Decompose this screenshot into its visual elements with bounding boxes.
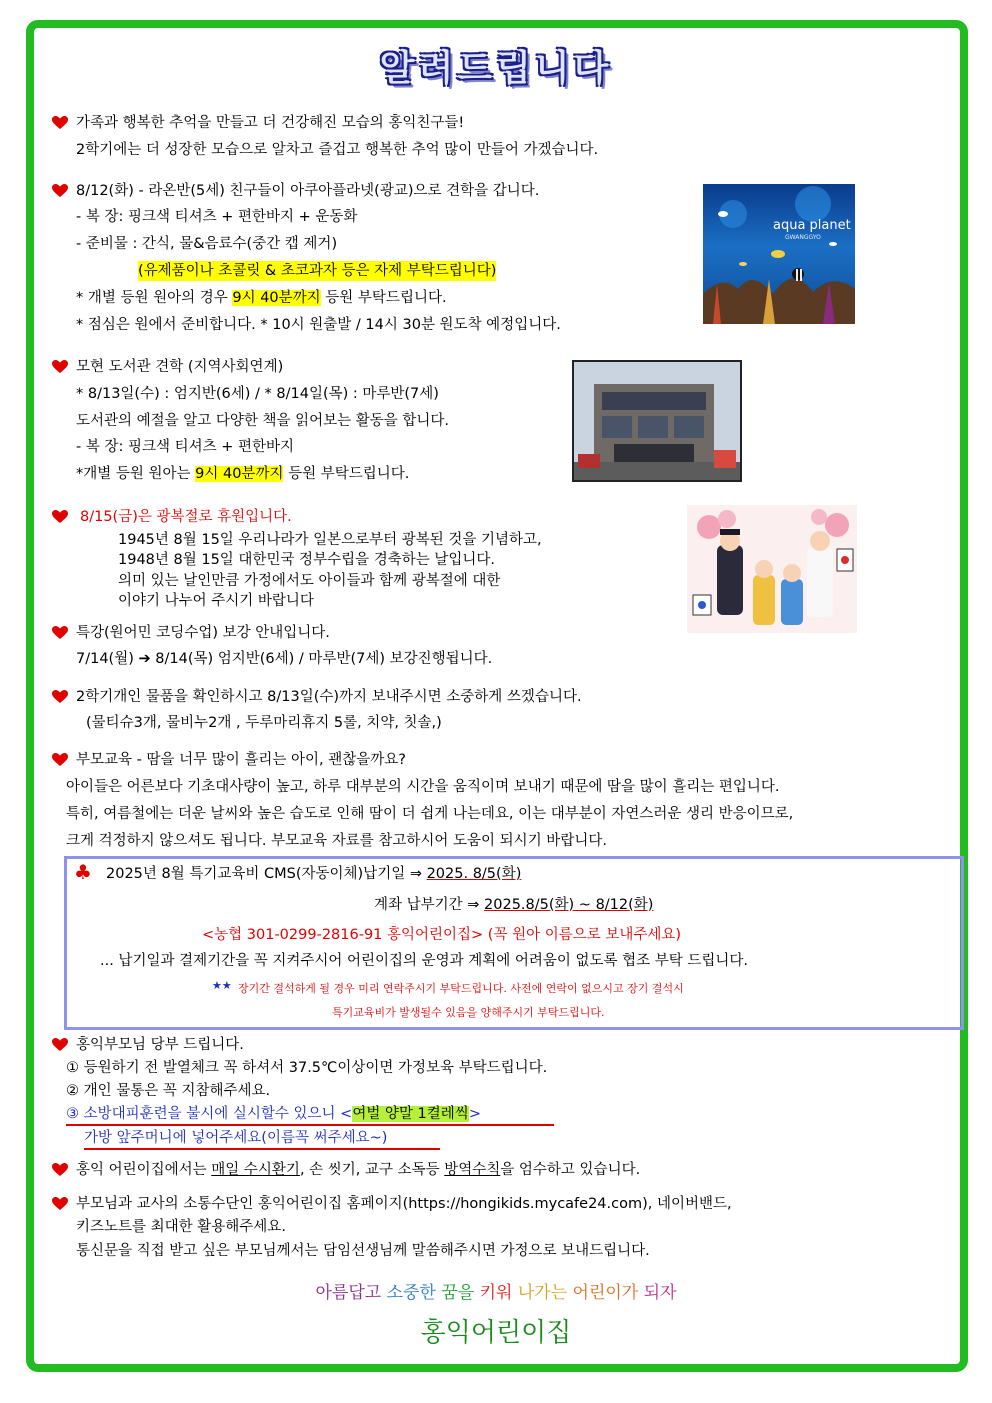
hygiene-rules: 방역수칙	[444, 1162, 501, 1178]
library-arrival	[76, 464, 409, 484]
library-arrival-pre: *개별 등원 원아는	[76, 466, 191, 482]
holiday-line-4: 이야기 나누어 주시기 바랍니다	[118, 593, 314, 609]
trip-clothes: - 복 장: 핑크색 티셔츠 + 편한바지 + 운동화	[76, 209, 358, 225]
library-heading: 모현 도서관 견학 (지역사회연계)	[76, 359, 284, 375]
hygiene-ventilation: 매일 수시환기	[211, 1162, 300, 1178]
makeup-schedule	[76, 649, 492, 669]
underline-2	[84, 1148, 440, 1150]
fee-due-date: 2025. 8/5(화)	[426, 866, 522, 882]
star-icon: ★★	[212, 979, 232, 992]
holiday-heading: 8/15(금)은 광복절로 휴원입니다.	[80, 509, 292, 525]
comm-line-3: 통신문을 직접 받고 싶은 부모님께서는 담임선생님께 말씀해주시면 가정으로 보내드립니다.	[76, 1243, 650, 1259]
trip-arrival-pre: * 개별 등원 원아의 경우	[76, 290, 228, 306]
aquarium-logo-text: aqua planet	[773, 218, 851, 233]
comm-line-2: 키즈노트를 최대한 활용해주세요.	[76, 1219, 286, 1235]
fee-line-1	[106, 864, 521, 884]
heart-icon	[52, 116, 68, 130]
fee-note-2: 특기교육비가 발생될수 있음을 양해주시기 부탁드립니다.	[332, 1006, 605, 1019]
fee-note-1: 장기간 결석하게 될 경우 미리 연락주시기 부탁드립니다. 사전에 연락이 없으시고 장기 결석시	[238, 982, 684, 995]
heart-icon	[52, 690, 68, 704]
comm-line-1: 부모님과 교사의 소통수단인 홍익어린이집 홈페이지(https://hongikids.mycafe24.com), 네이버밴드,	[76, 1196, 732, 1212]
trip-arrival-time: 9시 40분까지	[232, 290, 321, 306]
hygiene-line	[76, 1160, 640, 1180]
holiday-line-1: 1945년 8월 15일 우리나라가 일본으로부터 광복된 것을 기념하고,	[118, 532, 542, 548]
school-name: 홍익어린이집	[420, 1318, 572, 1348]
request-3-pre: ③ 소방대피훈련을 불시에 실시할수 있으니 <	[66, 1106, 353, 1122]
library-arrival-time: 9시 40분까지	[195, 466, 284, 482]
family-flag-illustration	[687, 505, 857, 633]
underline-1	[66, 1124, 554, 1126]
makeup-from: 7/14(월)	[76, 651, 134, 667]
fee-payment-period: 2025.8/5(화) ~ 8/12(화)	[484, 897, 654, 913]
motto-word-5: 나가는	[517, 1283, 568, 1303]
trip-heading: 8/12(화) - 라온반(5세) 친구들이 아쿠아플라넷(광교)으로 견학을 갑니다.	[76, 183, 540, 199]
trip-arrival-post: 등원 부탁드립니다.	[325, 290, 447, 306]
fee-line-2	[374, 895, 653, 915]
library-desc: 도서관의 예절을 알고 다양한 책을 읽어보는 활동을 합니다.	[76, 413, 450, 429]
heart-icon	[52, 753, 68, 767]
trip-arrival	[76, 288, 447, 308]
requests-heading: 홍익부모님 당부 드립니다.	[76, 1037, 244, 1053]
library-building-illustration	[574, 362, 740, 480]
motto-word-2: 소중한	[386, 1283, 436, 1303]
heart-icon	[52, 510, 68, 524]
parent-edu-line-2: 특히, 여름철에는 더운 날씨와 높은 습도로 인해 땀이 더 쉽게 나는데요, 이는 대부분이 자연스러운 생리 반응이므로,	[66, 806, 794, 822]
request-3-highlight: 여벌 양말 1켤레씩	[352, 1106, 469, 1122]
motto-word-4: 키워	[479, 1283, 513, 1303]
intro-line-1: 가족과 행복한 추억을 만들고 더 건강해진 모습의 홍익친구들!	[76, 115, 465, 131]
fee-request: ... 납기일과 결제기간을 꼭 지켜주시어 어린이집의 운영과 계획에 어려움이 없도록 협조 부탁 드립니다.	[100, 953, 749, 969]
trip-notice: (유제품이나 초콜릿 & 초코과자 등은 자제 부탁드립니다)	[138, 263, 497, 279]
club-icon: ♣	[74, 860, 92, 884]
request-3-continued: 가방 앞주머니에 넣어주세요(이름꼭 써주세요~)	[84, 1130, 388, 1146]
request-1: ① 등원하기 전 발열체크 꼭 하셔서 37.5℃이상이면 가정보육 부탁드립니다.	[66, 1060, 548, 1076]
holiday-line-3: 의미 있는 날인만큼 가정에서도 아이들과 함께 광복절에 대한	[118, 573, 501, 589]
library-photo	[572, 360, 742, 482]
holiday-illustration	[687, 505, 857, 633]
makeup-to: 8/14(목) 엄지반(6세) / 마루반(7세) 보강진행됩니다.	[155, 651, 493, 667]
supplies-heading: 2학기개인 물품을 확인하시고 8/13일(수)까지 보내주시면 소중하게 쓰겠습니다.	[76, 689, 582, 705]
trip-lunch: * 점심은 원에서 준비합니다. * 10시 원출발 / 14시 30분 원도착 예정입니다.	[76, 317, 561, 333]
arrow-right-icon: ➔	[138, 651, 151, 667]
motto-word-1: 아름답고	[315, 1283, 382, 1303]
aquarium-logo-sub: GWANGGYO	[785, 234, 821, 241]
request-2: ② 개인 물통은 꼭 지참해주세요.	[66, 1083, 271, 1099]
motto-word-6: 어린이가	[572, 1283, 639, 1303]
parent-edu-line-1: 아이들은 어른보다 기초대사량이 높고, 하루 대부분의 시간을 움직이며 보내기 때문에 땀을 많이 흘리는 편입니다.	[66, 779, 780, 795]
makeup-heading: 특강(원어민 코딩수업) 보강 안내입니다.	[76, 625, 330, 641]
heart-icon	[52, 626, 68, 640]
hygiene-post: 을 엄수하고 있습니다.	[500, 1162, 641, 1178]
request-3	[66, 1104, 481, 1124]
heart-icon	[52, 184, 68, 198]
heart-icon	[52, 1038, 68, 1052]
intro-line-2: 2학기에는 더 성장한 모습으로 알차고 즐겁고 행복한 추억 많이 만들어 가겠습니다.	[76, 142, 599, 158]
hygiene-mid: , 손 씻기, 교구 소독등	[299, 1162, 440, 1178]
motto-word-7: 되자	[643, 1283, 677, 1303]
library-arrival-post: 등원 부탁드립니다.	[288, 466, 410, 482]
trip-supplies: - 준비물 : 간식, 물&음료수(중간 캡 제거)	[76, 236, 338, 252]
library-dates: * 8/13일(수) : 엄지반(6세) / * 8/14일(목) : 마루반(7세)	[76, 386, 439, 402]
library-clothes: - 복 장: 핑크색 티셔츠 + 편한바지	[76, 439, 295, 455]
fee-account: <농협 301-0299-2816-91 홍익어린이집> (꼭 원아 이름으로 보내주세요)	[202, 927, 682, 943]
motto-word-3: 꿈을	[441, 1283, 475, 1303]
aquarium-illustration	[703, 184, 855, 324]
parent-edu-heading: 부모교육 - 땀을 너무 많이 흘리는 아이, 괜찮을까요?	[76, 752, 406, 768]
motto	[0, 1278, 992, 1303]
page-title: 알려드립니다	[379, 48, 613, 89]
fee-line-1-label: 2025년 8월 특기교육비 CMS(자동이체)납기일 ⇒	[106, 866, 422, 882]
aquarium-photo	[703, 184, 855, 324]
heart-icon	[52, 360, 68, 374]
supplies-items: (물티슈3개, 물비누2개 , 두루마리휴지 5롤, 치약, 칫솔,)	[86, 715, 442, 731]
holiday-line-2: 1948년 8월 15일 대한민국 정부수립을 경축하는 날입니다.	[118, 552, 495, 568]
request-3-post: >	[468, 1106, 481, 1122]
heart-icon	[52, 1197, 68, 1211]
hygiene-pre: 홍익 어린이집에서는	[76, 1162, 207, 1178]
parent-edu-line-3: 크게 걱정하지 않으셔도 됩니다. 부모교육 자료를 참고하시어 도움이 되시기 바랍니다.	[66, 833, 607, 849]
heart-icon	[52, 1163, 68, 1177]
fee-line-2-label: 계좌 납부기간 ⇒	[374, 897, 480, 913]
